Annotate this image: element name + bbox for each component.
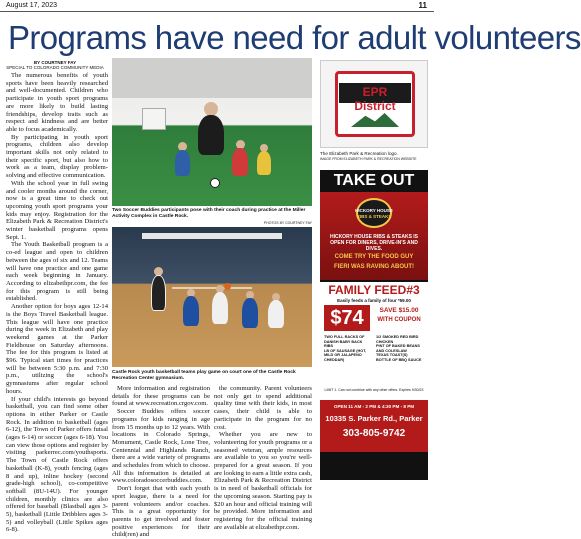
logo-text: EPR District: [354, 85, 396, 113]
ad-promo-1: COME TRY THE FOOD GUY: [334, 254, 414, 260]
menu-item: TWO FULL RACKS OF DANISH BABY BACK RIBS: [324, 335, 365, 349]
headline: Programs have need for adult volunteers: [8, 19, 581, 56]
article-column-1: [6, 72, 108, 534]
deal-title: FAMILY FEED#3: [328, 283, 420, 297]
paragraph: The Youth Basketball program is a co-ed league and open to children between the ages of six and 12. Teams will have one practice and one game each week beginning in January. According to elizabethpr.com, the fee for this program is still being established.: [6, 241, 108, 303]
child-figure: [175, 150, 190, 176]
logo-caption: The Elizabeth Park & Recreation logo.: [320, 151, 398, 156]
player-figure: [183, 296, 199, 326]
gym-lights: [142, 233, 282, 239]
epr-logo: [320, 60, 428, 148]
photo-credit: PHOTOS BY COURTNEY FAY: [263, 221, 312, 225]
brand-name: HICKORY HOUSE: [355, 208, 393, 213]
menu-item: PINT OF BAKED BEANS AND COLESLAW: [376, 344, 420, 353]
coach-figure: [198, 115, 224, 155]
paragraph: Another option for boys ages 12-14 is the Boys Travel Basketball league. This league will have one practice during the week in Elizabeth and play weekend games at the Parker Fieldhouse on Saturday afternoons. The fee for this program is listed at $96. Typical start times for practices will be between 5:30 p.m. and 7:30 p.m., utilizing the school's gymnasiums after regular school hours.: [6, 303, 108, 395]
menu-item: LB OF SAUSAGE (HOT, MILD OR JALAPENO CHEDDAR): [324, 348, 367, 362]
ad-address: 10335 S. Parker Rd., Parker: [325, 414, 423, 423]
brand-badge: [356, 198, 392, 228]
ad-hours: OPEN 11 AM - 2 PM & 4:30 PM - 8 PM: [333, 404, 415, 409]
paragraph: The numerous benefits of youth sports have been heavily researched and well-documented. Children who participate in youth sport programs are more likely to build lasting friendships, develop traits such as respect and kindness and are better able to focus academically.: [6, 72, 108, 133]
player-figure: [268, 300, 284, 328]
child-figure: [257, 151, 271, 175]
menu-item: TEXAS TOAST(S): [376, 353, 408, 358]
takeout-banner: TAKE OUT: [333, 172, 415, 189]
ad-tagline: HICKORY HOUSE RIBS & STEAKS IS OPEN FOR DINERS, DRIVE-IN'S AND DIVES.: [329, 234, 419, 252]
ad-phone[interactable]: 303-805-9742: [342, 428, 406, 439]
basketball-photo: [112, 227, 312, 367]
byline-author: BY COURTNEY FAY: [33, 60, 77, 65]
court-line: [172, 287, 252, 289]
referee-figure: [151, 275, 166, 311]
logo-credit: IMAGE FROM ELIZABETH PARK & RECREATION WEBSITE: [320, 157, 417, 161]
paragraph: More information and registration details for these programs can be found at www.recreation.crgov.com.: [112, 385, 210, 408]
player-figure: [212, 292, 228, 324]
paragraph: With the school year in full swing and cooler months around the corner, now is a great time to check out upcoming youth sport programs your kids may enjoy. Registration for the Elizabeth Park & Recreation District's winter basketball programs opens Sept. 1.: [6, 179, 108, 241]
hickory-house-ad[interactable]: [320, 170, 428, 480]
menu-items-right: [376, 335, 424, 363]
paragraph: By participating in youth sport programs, children also develop important skills not only related to their specific sport, but also how to work as a team, display problem-solving and effective communication.: [6, 133, 108, 180]
paragraph: the community. Parent volunteers not only get to spend additional quality time with their kids, in most cases, their child is able to participate in the program for no cost.: [214, 385, 312, 431]
ad-promo-2: FIERI WAS RAVING ABOUT!: [334, 264, 414, 270]
soccer-ball: [210, 178, 220, 188]
photo-caption: Two Soccer Buddies participants pose with their coach during practice at the Miller Activity Complex in Castle Rock.: [112, 208, 306, 219]
paragraph: If your child's interests go beyond basketball, you can find some other options in either Parker or Castle Rock. In addition to basketball (ages 6-12), the Town of Parker offers futsal (ages 6-14) or soccer (ages 6-18). You can view those options and register by visiting parkerrec.com/youthsports. The Town of Castle Rock offers basketball (K-8), youth fencing (ages 8 and up), inline hockey (second grade-high school), co-competitive softball (8U-14U). For younger children, monthly clinics are also offered for baseball (Blastball ages 3-5), basketball (Little Dribblers ages 3-5) and volleyball (Little Spikes ages 6-8).: [6, 395, 108, 534]
deal-subtitle: Easily feeds a family of four *59.00: [337, 298, 411, 303]
fine-print: LIMIT 1. Can not combine with any other offers. Expires 9/30/23: [324, 388, 424, 392]
basketball: [224, 283, 231, 290]
gym-wall: [112, 58, 312, 98]
player-figure: [242, 298, 258, 328]
brand-sub: RIBS & STEAKS: [356, 214, 392, 219]
paragraph: Whether you are new to volunteering for youth programs or a seasoned veteran, ample resources are available to you so you're well-prepared for a great season. If you are looking to earn a little extra cash, Elizabeth Park & Recreation District is in need of basketball officials for the upcoming season. Starting pay is $20 an hour and official training will be provided. More information and registering for the official training are available at elizabethpr.com.: [214, 431, 312, 531]
article-column-2: [112, 385, 210, 539]
save-amount: SAVE $15.00: [379, 307, 419, 314]
article-column-3: [214, 385, 312, 531]
menu-item: 1/2 SMOKED RED BIRD CHICKEN: [376, 335, 419, 344]
price: $74: [330, 307, 364, 329]
byline-role: SPECIAL TO COLORADO COMMUNITY MEDIA: [6, 65, 104, 70]
soccer-goal: [142, 108, 166, 130]
photo-caption: Castle Rock youth basketball teams play game on court one of the Castle Rock Recreation Center gymnasium.: [112, 370, 296, 381]
ad-coupon[interactable]: [320, 282, 428, 452]
menu-item: BOTTLE OF BBQ SAUCE: [376, 357, 422, 362]
ad-hero: [320, 192, 428, 280]
paragraph: Don't forget that with each youth sport league, there is a need for parent volunteers and/or coaches. This is a great opportunity for parents to get involved and foster positive experiences for their child(ren) and: [112, 485, 210, 539]
issue-date: August 17, 2023: [6, 2, 57, 9]
save-note: WITH COUPON: [377, 317, 421, 323]
page-number: 11: [418, 1, 427, 10]
soccer-photo: [112, 58, 312, 206]
menu-items-left: [324, 335, 372, 363]
ad-footer: [320, 400, 428, 452]
paragraph: Soccer Buddies offers soccer programs for kids ranging in age from 15 months up to 12 years. With locations in Colorado Springs, Monument, Castle Rock, Lone Tree, Centennial and Highlands Ranch, there are a wide variety of programs and schedules from which to choose. All this information is detailed at www.coloradosoccerbuddies.com.: [112, 408, 210, 485]
child-figure: [232, 148, 248, 176]
page-header: [0, 0, 434, 12]
price-box: [324, 305, 370, 331]
